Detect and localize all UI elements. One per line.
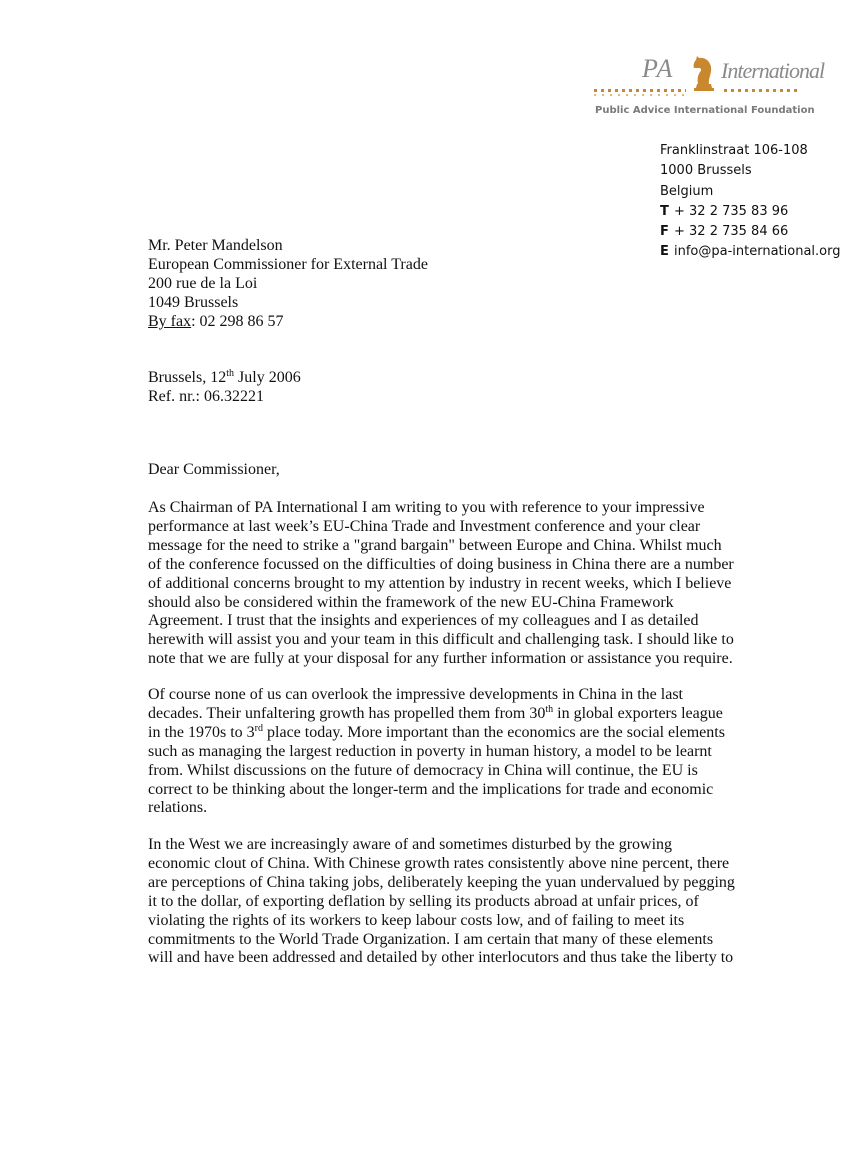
ordinal-suffix: th (545, 703, 554, 715)
logo-dotted-rule-left-lower (594, 94, 686, 96)
paragraph-line: performance at last week’s EU-China Trade and Investment conference and your clear (148, 517, 701, 535)
ordinal-suffix: rd (254, 722, 264, 734)
paragraph-line: such as managing the largest reduction in poverty in human history, a model to be learnt (148, 742, 712, 760)
paragraph-line: will and have been addressed and detailed by other interlocutors and thus take the liberty to (148, 949, 734, 967)
paragraph-line: commitments to the World Trade Organization. I am certain that many of these elements (148, 930, 714, 948)
paragraph-line: In the West we are increasingly aware of and sometimes disturbed by the growing (148, 836, 673, 853)
date-ordinal: th (226, 368, 235, 379)
paragraph-line: economic clout of China. With Chinese growth rates consistently above nine percent, there (148, 854, 730, 872)
date-suffix: July 2006 (234, 369, 301, 386)
recipient-street: 200 rue de la Loi (148, 275, 258, 292)
paragraph-line: correct to be thinking about the longer-term and the implications for trade and economic (148, 780, 714, 798)
sender-phone-line (660, 202, 841, 222)
chess-knight-icon (690, 54, 718, 92)
body-paragraph-1 (148, 499, 748, 669)
fax-label: F (660, 224, 669, 240)
recipient-name: Mr. Peter Mandelson (148, 237, 283, 254)
organization-logo (590, 52, 825, 122)
recipient-fax-line (148, 312, 428, 331)
paragraph-line: of the conference focussed on the difficulties of doing business in China there are a number (148, 555, 734, 573)
paragraph-line: Agreement. I trust that the insights and experiences of my colleagues and I as detailed (148, 612, 699, 630)
sender-email: info@pa-international.org (674, 244, 841, 260)
date-reference-block (148, 368, 301, 406)
body-paragraph-2 (148, 686, 748, 818)
recipient-title: European Commissioner for External Trade (148, 256, 428, 273)
line-text: place today. More important than the economics are the social elements (263, 723, 725, 741)
recipient-fax-label: By fax (148, 313, 192, 330)
paragraph-line: it to the dollar, of exporting deflation by selling its products abroad at unfair prices, of (148, 892, 699, 910)
date-prefix: Brussels, 12 (148, 369, 227, 386)
paragraph-line: Of course none of us can overlook the impressive developments in China in the last (148, 686, 683, 703)
logo-international-text: International (721, 58, 825, 83)
line-text: in the 1970s to 3 (148, 723, 255, 741)
sender-fax-line (660, 222, 841, 242)
recipient-fax-value: : 02 298 86 57 (191, 313, 284, 330)
sender-fax: + 32 2 735 84 66 (674, 224, 789, 240)
paragraph-line (148, 705, 748, 724)
body-paragraph-3 (148, 836, 748, 968)
phone-label: T (660, 203, 669, 219)
sender-country: Belgium (660, 183, 714, 199)
logo-tagline: Public Advice International Foundation (595, 105, 815, 116)
paragraph-line: As Chairman of PA International I am writing to you with reference to your impressive (148, 499, 705, 516)
recipient-address (148, 236, 428, 331)
logo-dotted-rule-right (724, 89, 800, 92)
sender-city: 1000 Brussels (660, 163, 752, 179)
line-text: in global exporters league (553, 704, 723, 722)
logo-dotted-rule-left (594, 89, 686, 92)
paragraph-line: from. Whilst discussions on the future of democracy in China will continue, the EU is (148, 761, 698, 779)
email-label: E (660, 244, 669, 260)
paragraph-line: should also be considered within the framework of the new EU-China Framework (148, 593, 674, 611)
paragraph-line: note that we are fully at your disposal for any further information or assistance you require. (148, 650, 733, 668)
paragraph-line: relations. (148, 799, 208, 817)
sender-email-line (660, 242, 841, 262)
line-text: decades. Their unfaltering growth has propelled them from 30 (148, 704, 546, 722)
paragraph-line: are perceptions of China taking jobs, deliberately keeping the yuan undervalued by pegging (148, 873, 735, 891)
sender-phone: + 32 2 735 83 96 (674, 203, 789, 219)
paragraph-line: herewith will assist you and your team in this difficult and challenging task. I should like to (148, 631, 734, 649)
recipient-city: 1049 Brussels (148, 294, 239, 311)
letter-date (148, 368, 301, 387)
paragraph-line: of additional concerns brought to my attention by industry in recent weeks, which I believe (148, 574, 732, 592)
reference-number: Ref. nr.: 06.32221 (148, 388, 264, 405)
paragraph-line (148, 724, 748, 743)
paragraph-line: message for the need to strike a "grand bargain" between Europe and China. Whilst much (148, 536, 722, 554)
sender-address (660, 141, 841, 263)
paragraph-line: violating the rights of its workers to keep labour costs low, and of failing to meet its (148, 911, 685, 929)
sender-street: Franklinstraat 106-108 (660, 143, 808, 158)
salutation: Dear Commissioner, (148, 461, 280, 478)
logo-pa-text: PA (642, 54, 675, 83)
